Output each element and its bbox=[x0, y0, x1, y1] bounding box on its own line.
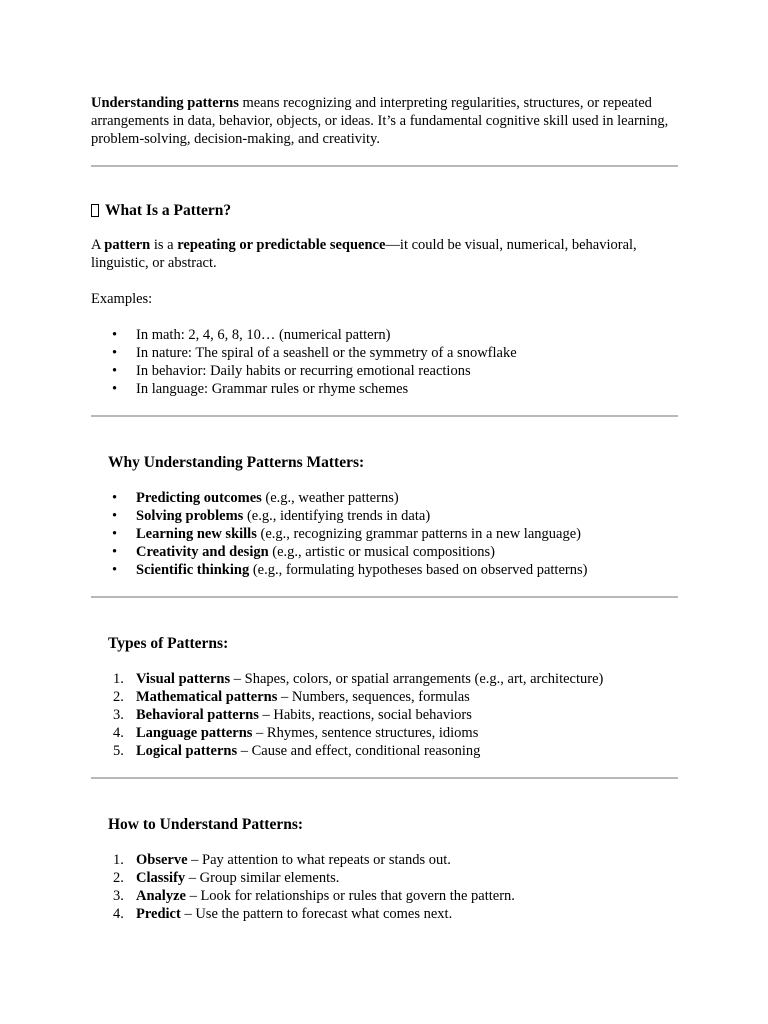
list-item bbox=[91, 905, 681, 923]
list-item bbox=[91, 525, 681, 543]
item-text: – Habits, reactions, social behaviors bbox=[258, 707, 472, 723]
definition-bold-sequence: repeating or predictable sequence bbox=[177, 237, 386, 253]
heading-text: What Is a Pattern? bbox=[105, 202, 232, 219]
list-item bbox=[91, 742, 681, 760]
list-item bbox=[91, 688, 681, 706]
list-item bbox=[91, 851, 681, 869]
types-list bbox=[91, 670, 681, 760]
item-text: – Cause and effect, conditional reasoning bbox=[237, 743, 481, 759]
section-heading-how: How to Understand Patterns: bbox=[108, 816, 304, 833]
item-bold: Predict bbox=[136, 906, 181, 922]
item-number: 1. bbox=[113, 671, 124, 687]
item-number: 5. bbox=[113, 743, 124, 759]
examples-list bbox=[91, 326, 681, 398]
list-item bbox=[91, 724, 681, 742]
item-text: – Group similar elements. bbox=[185, 870, 340, 886]
section-heading-what-is bbox=[91, 201, 681, 221]
item-number: 4. bbox=[113, 725, 124, 741]
document-body bbox=[91, 94, 681, 923]
intro-bold: Understanding patterns bbox=[91, 95, 239, 111]
item-text: – Numbers, sequences, formulas bbox=[277, 689, 470, 705]
item-text: (e.g., artistic or musical compositions) bbox=[268, 544, 495, 560]
item-number: 3. bbox=[113, 707, 124, 723]
item-text: – Shapes, colors, or spatial arrangements (e.g., art, architecture) bbox=[230, 671, 604, 687]
item-number: 1. bbox=[113, 852, 124, 868]
item-bold: Learning new skills bbox=[136, 526, 257, 542]
item-text: – Rhymes, sentence structures, idioms bbox=[252, 725, 479, 741]
divider bbox=[91, 777, 678, 779]
list-item: • In nature: The spiral of a seashell or the symmetry of a snowflake bbox=[91, 344, 681, 362]
item-bold: Visual patterns bbox=[136, 671, 231, 687]
list-item bbox=[91, 561, 681, 579]
divider bbox=[91, 165, 678, 167]
section-heading-why: Why Understanding Patterns Matters: bbox=[108, 454, 365, 471]
list-item: • In behavior: Daily habits or recurring emotional reactions bbox=[91, 362, 681, 380]
item-bold: Scientific thinking bbox=[136, 562, 250, 578]
item-number: 2. bbox=[113, 870, 124, 886]
item-text: – Look for relationships or rules that govern the pattern. bbox=[185, 888, 515, 904]
item-bold: Analyze bbox=[136, 888, 186, 904]
why-list bbox=[91, 489, 681, 579]
divider bbox=[91, 596, 678, 598]
definition-bold-pattern: pattern bbox=[104, 237, 151, 253]
list-item bbox=[91, 489, 681, 507]
examples-label: Examples: bbox=[91, 291, 153, 307]
list-item bbox=[91, 543, 681, 561]
item-number: 3. bbox=[113, 888, 124, 904]
item-text: (e.g., weather patterns) bbox=[261, 490, 399, 506]
item-text: – Pay attention to what repeats or stands out. bbox=[187, 852, 451, 868]
item-bold: Predicting outcomes bbox=[136, 490, 262, 506]
item-text: (e.g., identifying trends in data) bbox=[243, 508, 431, 524]
intro-paragraph bbox=[91, 94, 681, 148]
missing-glyph-icon bbox=[91, 204, 99, 217]
list-item bbox=[91, 507, 681, 525]
list-item: • In math: 2, 4, 6, 8, 10… (numerical pattern) bbox=[91, 326, 681, 344]
item-bold: Classify bbox=[136, 870, 186, 886]
item-text: – Use the pattern to forecast what comes next. bbox=[180, 906, 453, 922]
how-list bbox=[91, 851, 681, 923]
item-bold: Logical patterns bbox=[136, 743, 238, 759]
list-item bbox=[91, 887, 681, 905]
item-number: 4. bbox=[113, 906, 124, 922]
list-item bbox=[91, 706, 681, 724]
intro-text: means recognizing and interpreting regularities, structures, or repeated arrangements in data, behavior, objects, or ideas. It’s a fundamental cognitive skill used in learning, problem-solving, decision-making, and creativity. bbox=[91, 95, 669, 147]
item-bold: Observe bbox=[136, 852, 188, 868]
list-item bbox=[91, 670, 681, 688]
item-number: 2. bbox=[113, 689, 124, 705]
definition-text: A bbox=[91, 237, 105, 253]
item-bold: Language patterns bbox=[136, 725, 253, 741]
item-text: (e.g., formulating hypotheses based on observed patterns) bbox=[249, 562, 588, 578]
list-item: • In language: Grammar rules or rhyme schemes bbox=[91, 380, 681, 398]
section-heading-types: Types of Patterns: bbox=[108, 635, 229, 652]
pattern-definition bbox=[91, 236, 681, 272]
item-bold: Mathematical patterns bbox=[136, 689, 278, 705]
item-bold: Creativity and design bbox=[136, 544, 269, 560]
item-text: (e.g., recognizing grammar patterns in a new language) bbox=[256, 526, 581, 542]
definition-text: is a bbox=[150, 237, 178, 253]
item-bold: Behavioral patterns bbox=[136, 707, 259, 723]
divider bbox=[91, 415, 678, 417]
list-item bbox=[91, 869, 681, 887]
definition-text: —it could be visual, numerical, behavioral, linguistic, or abstract. bbox=[91, 237, 637, 271]
item-bold: Solving problems bbox=[136, 508, 244, 524]
